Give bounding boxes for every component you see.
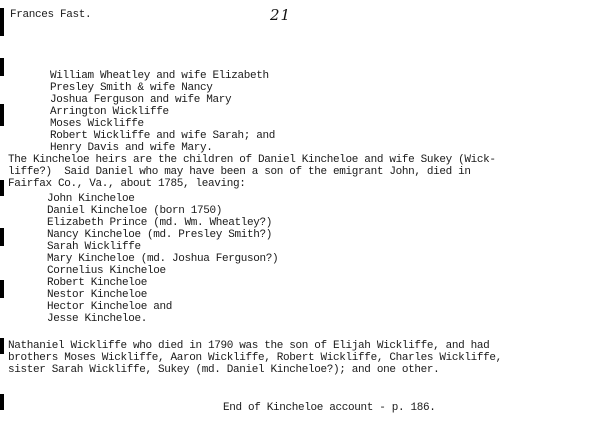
list-one-item: Arrington Wickliffe bbox=[50, 106, 169, 118]
list-two-item: Nestor Kincheloe bbox=[47, 289, 148, 301]
list-two-item: Cornelius Kincheloe bbox=[47, 265, 166, 277]
margin-mark bbox=[0, 338, 4, 354]
author-header: Frances Fast. bbox=[10, 9, 92, 21]
margin-mark bbox=[0, 8, 4, 36]
paragraph-two-line: brothers Moses Wickliffe, Aaron Wickliffe, Robert Wickliffe, Charles Wickliffe, bbox=[8, 352, 502, 364]
list-one-item: Joshua Ferguson and wife Mary bbox=[50, 94, 232, 106]
list-two-item: Hector Kincheloe and bbox=[47, 301, 173, 313]
list-two-item: Daniel Kincheloe (born 1750) bbox=[47, 205, 223, 217]
list-two-item: Mary Kincheloe (md. Joshua Ferguson?) bbox=[47, 253, 279, 265]
list-one-item: Moses Wickliffe bbox=[50, 118, 144, 130]
list-one-item: Presley Smith & wife Nancy bbox=[50, 82, 213, 94]
list-one-item: William Wheatley and wife Elizabeth bbox=[50, 70, 269, 82]
margin-mark bbox=[0, 228, 4, 246]
page-number: 21 bbox=[270, 6, 292, 24]
list-two-item: Nancy Kincheloe (md. Presley Smith?) bbox=[47, 229, 273, 241]
margin-mark bbox=[0, 180, 4, 196]
paragraph-one-line: Fairfax Co., Va., about 1785, leaving: bbox=[8, 178, 246, 190]
list-two-item: Robert Kincheloe bbox=[47, 277, 148, 289]
margin-mark bbox=[0, 58, 4, 76]
list-one-item: Henry Davis and wife Mary. bbox=[50, 142, 213, 154]
paragraph-two-line: Nathaniel Wickliffe who died in 1790 was the son of Elijah Wickliffe, and had bbox=[8, 340, 490, 352]
margin-mark bbox=[0, 394, 4, 410]
paragraph-one-line: liffe?) Said Daniel who may have been a son of the emigrant John, died in bbox=[8, 166, 471, 178]
paragraph-one-line: The Kincheloe heirs are the children of Daniel Kincheloe and wife Sukey (Wick- bbox=[8, 154, 496, 166]
footer-note: End of Kincheloe account - p. 186. bbox=[223, 402, 436, 414]
margin-mark bbox=[0, 104, 4, 126]
list-two-item: Jesse Kincheloe. bbox=[47, 313, 148, 325]
list-two-item: Elizabeth Prince (md. Wm. Wheatley?) bbox=[47, 217, 273, 229]
margin-mark bbox=[0, 280, 4, 298]
list-two-item: Sarah Wickliffe bbox=[47, 241, 141, 253]
list-two-item: John Kincheloe bbox=[47, 193, 135, 205]
paragraph-two-line: sister Sarah Wickliffe, Sukey (md. Daniel Kincheloe?); and one other. bbox=[8, 364, 440, 376]
list-one-item: Robert Wickliffe and wife Sarah; and bbox=[50, 130, 276, 142]
